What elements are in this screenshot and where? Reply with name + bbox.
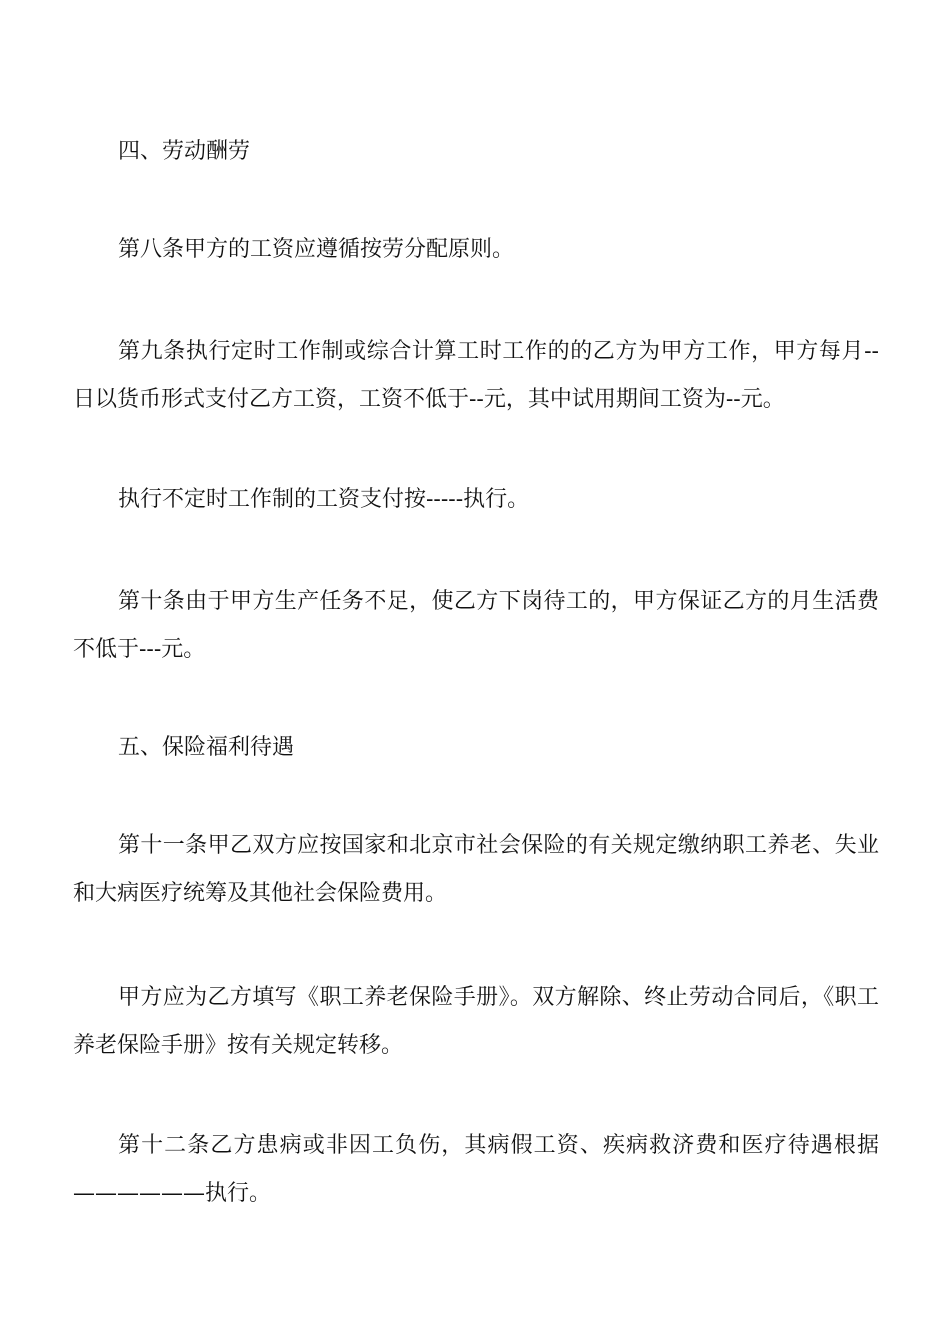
non-fixed-hours-paragraph: 执行不定时工作制的工资支付按-----执行。 [118,487,530,512]
article-11-paragraph: 第十一条甲乙双方应按国家和北京市社会保险的有关规定缴纳职工养老、失业和大病医疗统筹及其他社会保险费用。 [73,833,879,906]
article-12-paragraph: 第十二条乙方患病或非因工负伤，其病假工资、疾病救济费和医疗待遇根据——————执行。 [73,1133,879,1206]
article-9-paragraph: 第九条执行定时工作制或综合计算工时工作的的乙方为甲方工作，甲方每月--日以货币形式支付乙方工资，工资不低于--元，其中试用期间工资为--元。 [73,339,879,412]
pension-handbook-paragraph: 甲方应为乙方填写《职工养老保险手册》。双方解除、终止劳动合同后，《职工养老保险手册》按有关规定转移。 [73,985,879,1058]
section-heading-insurance-welfare: 五、保险福利待遇 [118,735,295,760]
article-8-paragraph: 第八条甲方的工资应遵循按劳分配原则。 [118,237,515,262]
section-heading-labor-remuneration: 四、劳动酬劳 [118,139,251,164]
article-10-paragraph: 第十条由于甲方生产任务不足，使乙方下岗待工的，甲方保证乙方的月生活费不低于---元。 [73,589,879,662]
